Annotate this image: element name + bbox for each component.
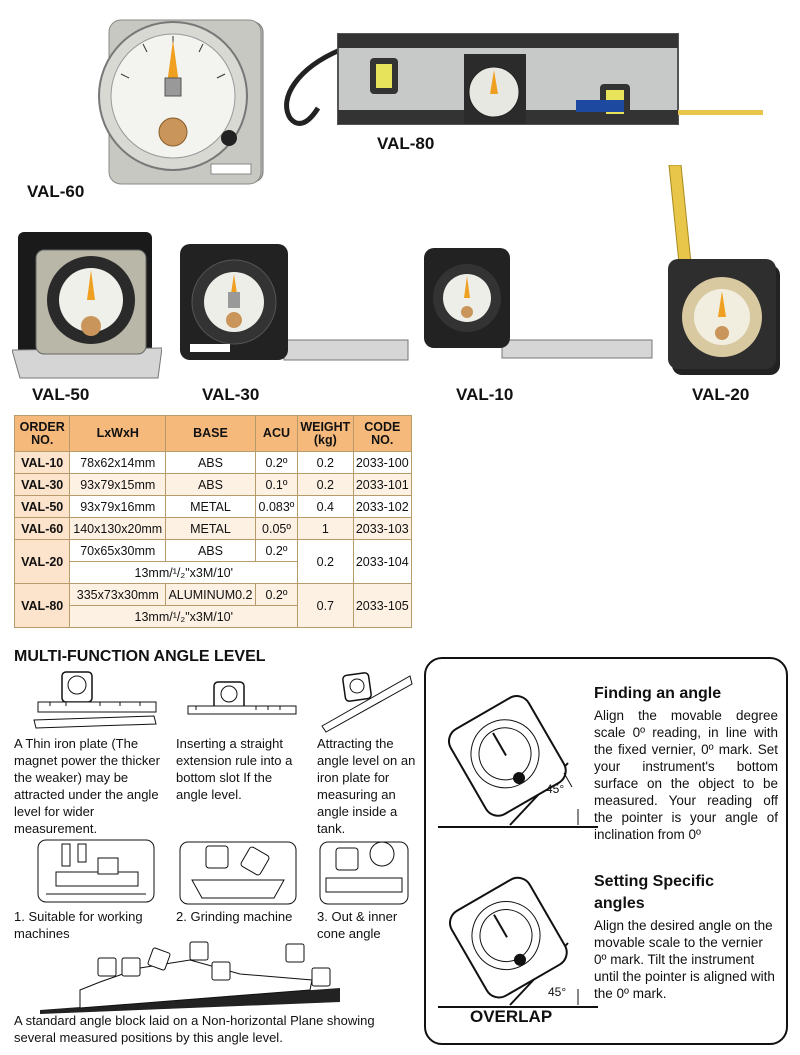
setting-angles-text: Align the desired angle on the movable scale to the vernier 0º mark. Tilt the instrument until the pointer is aligned with the 0º mark.	[594, 918, 775, 1001]
item1-text: A Thin iron plate (The magnet power the thicker the weaker) may be attracted under the angle level for wider measurement.	[14, 736, 160, 836]
angle-label-top: 45°	[546, 782, 565, 796]
weight-cell: 0.7	[298, 584, 353, 628]
specification-table	[14, 415, 412, 628]
acu-cell: 0.05º	[255, 518, 297, 540]
header-code-no: CODE NO.	[353, 416, 411, 452]
table-row	[15, 496, 412, 518]
size-cell: 140x130x20mm	[70, 518, 166, 540]
code-cell: 2033-104	[353, 540, 411, 584]
acu-cell: 0.083º	[255, 496, 297, 518]
tape-cell: 13mm/¹/₂"x3M/10'	[70, 606, 298, 628]
table-row	[15, 540, 412, 562]
val-80-label: VAL-80	[377, 134, 435, 153]
table-row	[15, 584, 412, 606]
val-30-label: VAL-30	[202, 385, 260, 404]
header-size: LxWxH	[70, 416, 166, 452]
code-cell: 2033-100	[353, 452, 411, 474]
weight-cell: 0.4	[298, 496, 353, 518]
order-cell: VAL-60	[15, 518, 70, 540]
tape-cell: 13mm/¹/₂"x3M/10'	[70, 562, 298, 584]
table-row	[15, 474, 412, 496]
order-cell: VAL-10	[15, 452, 70, 474]
weight-cell: 1	[298, 518, 353, 540]
acu-cell: 0.2º	[255, 584, 297, 606]
weight-cell: 0.2	[298, 474, 353, 496]
base-cell: ALUMINUM0.2	[166, 584, 256, 606]
order-cell: VAL-80	[15, 584, 70, 628]
tape-measure-strip	[663, 165, 693, 265]
val-60-label: VAL-60	[27, 182, 85, 201]
angle-block-caption: A standard angle block laid on a Non-horizontal Plane showing several measured positions by this angle level.	[14, 1013, 375, 1045]
use2-text: 2. Grinding machine	[176, 909, 293, 924]
grinding-machine-illustration	[178, 840, 298, 906]
size-cell: 93x79x16mm	[70, 496, 166, 518]
instructions-panel	[424, 657, 788, 1045]
working-machine-illustration	[36, 838, 156, 904]
finding-angle-text: Align the movable degree scale 0º reading, in line with the fixed vernier, 0º mark. Set your instrument's bottom surface on the object to be measured. Your reading off the pointer is your angle of inclination from 0º	[594, 708, 778, 842]
base-cell: ABS	[166, 452, 256, 474]
finding-angle-heading: Finding an angle	[594, 685, 722, 702]
extension-rule-illustration	[186, 680, 298, 720]
header-base: BASE	[166, 416, 256, 452]
section-title: MULTI-FUNCTION ANGLE LEVEL	[14, 648, 266, 665]
item2-text: Inserting a straight extension rule into a bottom slot If the angle level.	[176, 736, 293, 802]
order-cell: VAL-20	[15, 540, 70, 584]
overlap-label: OVERLAP	[470, 1007, 553, 1026]
setting-angle-diagram	[438, 869, 598, 1019]
table-header-row	[15, 416, 412, 452]
size-cell: 78x62x14mm	[70, 452, 166, 474]
code-cell: 2033-101	[353, 474, 411, 496]
val-30-product-image	[176, 240, 412, 380]
item3-text: Attracting the angle level on an iron plate for measuring an angle inside a tank.	[317, 736, 416, 836]
val-60-product-image	[95, 14, 265, 186]
val-10-product-image	[420, 244, 656, 374]
thin-iron-plate-illustration	[30, 670, 160, 730]
acu-cell: 0.2º	[255, 452, 297, 474]
acu-cell: 0.2º	[255, 540, 297, 562]
use3-text: 3. Out & inner cone angle	[317, 909, 398, 941]
val-50-label: VAL-50	[32, 385, 90, 404]
angle-block-illustration	[40, 940, 340, 1014]
order-cell: VAL-50	[15, 496, 70, 518]
weight-cell: 0.2	[298, 540, 353, 584]
val-80-product-image	[278, 28, 768, 168]
base-cell: METAL	[166, 518, 256, 540]
weight-cell: 0.2	[298, 452, 353, 474]
header-weight: WEIGHT (kg)	[298, 416, 353, 452]
iron-plate-tank-illustration	[318, 670, 414, 734]
code-cell: 2033-105	[353, 584, 411, 628]
order-cell: VAL-30	[15, 474, 70, 496]
finding-angle-diagram	[438, 679, 598, 829]
size-cell: 70x65x30mm	[70, 540, 166, 562]
val-20-label: VAL-20	[692, 385, 750, 404]
header-order-no: ORDER NO.	[15, 416, 70, 452]
header-acu: ACU	[255, 416, 297, 452]
cone-angle-illustration	[318, 840, 410, 906]
code-cell: 2033-103	[353, 518, 411, 540]
base-cell: ABS	[166, 540, 256, 562]
table-row	[15, 452, 412, 474]
code-cell: 2033-102	[353, 496, 411, 518]
use1-text: 1. Suitable for working machines	[14, 909, 143, 941]
table-row	[15, 518, 412, 540]
setting-angles-heading: Setting Specific angles	[594, 873, 715, 912]
val-20-product-image	[666, 255, 786, 381]
size-cell: 93x79x15mm	[70, 474, 166, 496]
acu-cell: 0.1º	[255, 474, 297, 496]
base-cell: METAL	[166, 496, 256, 518]
size-cell: 335x73x30mm	[70, 584, 166, 606]
base-cell: ABS	[166, 474, 256, 496]
val-50-product-image	[12, 230, 162, 380]
val-10-label: VAL-10	[456, 385, 514, 404]
angle-label-bottom: 45°	[548, 985, 567, 999]
